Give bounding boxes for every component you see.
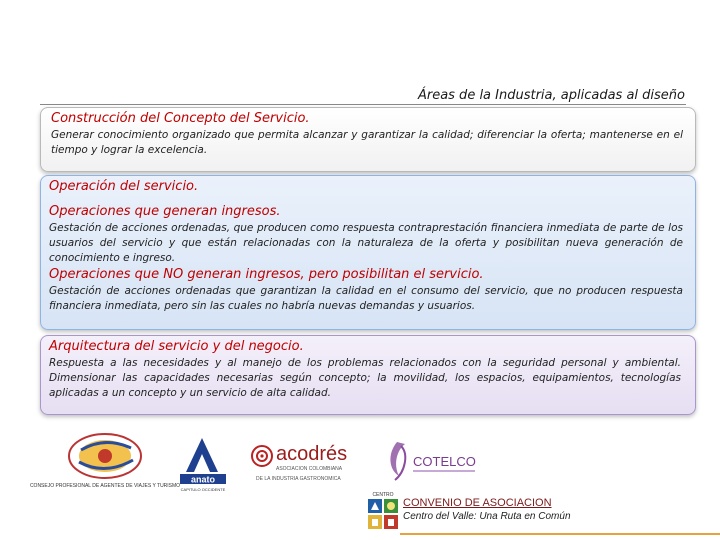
operaciones-ingresos-body: Gestación de acciones ordenadas, que producen como respuesta contraprestación financiera inmediata de parte de los usuarios del servicio y que están relacionadas con la naturaleza de la oferta y posibilitan nueva generación de conocimiento e ingreso. [49, 222, 683, 264]
anato-logo [172, 434, 234, 494]
acodres-sub1: ASOCIACION COLOMBIANA [276, 466, 343, 472]
cpvt-logo [29, 432, 181, 492]
heading-underline [40, 104, 686, 105]
cotelco-logo [383, 436, 488, 488]
section-concepto-title: Construcción del Concepto del Servicio. [51, 111, 310, 126]
section-arquitectura-title: Arquitectura del servicio y del negocio. [49, 339, 304, 354]
section-concepto-body: Generar conocimiento organizado que permita alcanzar y garantizar la calidad; diferenciar la oferta; mantenerse en el tiempo y lograr la excelencia. [51, 129, 683, 156]
anato-name: anato [190, 474, 216, 485]
acodres-sub2: DE LA INDUSTRIA GASTRONOMICA [256, 476, 341, 482]
section-arquitectura [40, 335, 696, 415]
cpvt-logo-text: CONSEJO PROFESIONAL DE AGENTES DE VIAJES Y TURISMO [29, 483, 181, 489]
convenio-subtitle: Centro del Valle: Una Ruta en Común [403, 511, 571, 522]
operaciones-ingresos-title: Operaciones que generan ingresos. [49, 204, 281, 219]
section-operacion [40, 175, 696, 330]
cotelco-name: COTELCO [413, 454, 476, 469]
page-heading: Áreas de la Industria, aplicadas al diseño [417, 88, 685, 103]
section-operacion-title: Operación del servicio. [49, 179, 199, 194]
centro-label: CENTRO [372, 492, 394, 498]
section-arquitectura-body: Respuesta a las necesidades y al manejo de los problemas relacionados con la seguridad personal y ambiental. Dimensionar las capacidades necesarias según concepto; la movilidad, los espacios, equipamientos, tecnologías aplicadas a un concepto y un servicio de alta calidad. [49, 357, 681, 399]
acodres-name: acodrés [276, 443, 348, 465]
operaciones-no-ingresos-body: Gestación de acciones ordenadas que garantizan la calidad en el consumo del servicio, que no producen respuesta financiera inmediata, pero sin las cuales no habría nuevas demandas y usuarios. [49, 285, 683, 312]
section-concepto [40, 107, 696, 172]
acodres-logo [248, 434, 373, 490]
anato-sub: CAPITULO OCCIDENTE [180, 487, 226, 492]
convenio-title: CONVENIO DE ASOCIACION [403, 497, 552, 509]
convenio-underline [400, 533, 720, 535]
centro-del-valle-logo [366, 490, 400, 534]
operaciones-no-ingresos-title: Operaciones que NO generan ingresos, pero posibilitan el servicio. [49, 267, 484, 282]
